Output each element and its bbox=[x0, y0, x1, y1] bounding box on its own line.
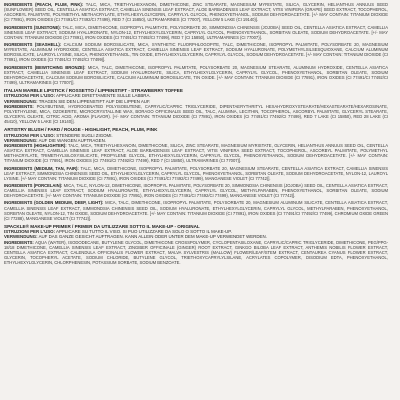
ingredient-heading: INGREDIENTS (PORCELAIN): bbox=[4, 183, 63, 188]
ingredient-list: MICA, TALC, DIMETHICONE, ISOPROPYL PALMITATE, POLYSORBATE 20, MAGNESIUM STEARATE, ALUMINUM HYDROXIDE, CENTELLA ASIATICA EXTRACT, CAMELLIA SINENSIS LEAF EXTRACT, SODIUM HYALURONATE, SILICA, ETHYLHEXYLGLYCERIN, CAPRYLYL GLYCOL, PHENOXYETHANOL, SORBITAN OLEATE, SODIUM DEHYDROACETATE, CALCIUM SODIUM BOROSILICATE, CALCIUM ALUMINUM BOROSILICATE, TIN OXIDE. [+/- MAY CONTAIN: TITANIUM DIOXIDE (CI 77891), IRON OXIDES (CI 77491/CI 77492/CI 77499), ULTRAMARINES (CI 77007)]. bbox=[4, 64, 388, 85]
ingredient-paragraph bbox=[4, 65, 388, 85]
ingredient-heading: INGREDIENTS: bbox=[4, 103, 34, 109]
usage-label: VERWENDUNG: bbox=[4, 98, 38, 104]
ingredient-paragraph bbox=[4, 25, 388, 40]
ingredient-heading: INGREDIENTS (HIGHLIGHTER): bbox=[4, 142, 67, 148]
ingredient-heading: INGREDIENTS (GOLDEN MEDIUM, DEEP, LIGHT): bbox=[4, 200, 104, 206]
ingredient-heading: INGREDIENTS: bbox=[4, 239, 34, 245]
ingredient-list: POLYBUTENE, HYDROGENATED POLYISOBUTENE, CAPRYLIC/CAPRIC TRIGLYCERIDE, DIPENTAERYTHRITYL HEXAHYDROXYSTEARATE/HEXASTEARATE/HEXAROSINATE, POLYETHYLENE, MICA, OZOKERITE, MICROCRYSTALLINE WAX, BORAGO OFFICINALIS SEED OIL, TALC, ALUMINA, LECITHIN, TOCOPHEROL, ASCORBYL PALMITATE, GLYCERYL STEARATE, GLYCERYL OLEATE, CITRIC ACID, AROMA (FLAVOR). [+/- MAY CONTAIN: TITANIUM DIOXIDE (CI 77891), IRON OXIDES (CI 77491/CI 77492/CI 77499), RED 7 LAKE (CI 15850), RED 28 LAKE (CI 45410), YELLOW 5 LAKE (CI 19140)]. bbox=[4, 103, 388, 125]
product-title: SPACKLE® MAKE-UP PRIMER / PRIMER DA UTILIZZARE SOTTO IL MAKE-UP - ORIGINAL bbox=[4, 223, 200, 229]
ingredient-list: TALC, MICA, DIMETHICONE, ISOPROPYL PALMITATE, POLYSORBATE 20, MAGNESIUM STEARATE, CENTELLA ASIATICA EXTRACT, CAMELLIA SINENSIS LEAF EXTRACT, SIMMONDSIA CHINENSIS SEED OIL, ETHYLHEXYLGLYCERIN, CAPRYLYL GLYCOL, PHENOXYETHANOL, SORBITAN OLEATE, SODIUM DEHYDROACETATE, NYLON-12, LAUROYL LYSINE. [+/- MAY CONTAIN: TITANIUM DIOXIDE (CI 77891), IRON OXIDES (CI 77491/CI 77492/CI 77499), MANGANESE VIOLET (CI 77742)]. bbox=[4, 165, 388, 181]
ingredient-heading: INGREDIENTS (SUNSTONE): bbox=[4, 24, 62, 30]
ingredient-paragraph bbox=[4, 143, 388, 163]
usage-label: ISTRUZIONI PER L'USO: bbox=[4, 132, 56, 138]
ingredient-list: TALC, MICA, TRIETHYLHEXANOIN, DIMETHICONE, ZINC STEARATE, MAGNESIUM MYRISTATE, SILICA, GLYCERIN, HELIANTHUS ANNUUS SEED (SUNFLOWER) SEED OIL, CENTELLA ASIATICA EXTRACT, CAMELLIA SINENSIS LEAF EXTRACT, ALOE BARBADENSIS LEAF EXTRACT, VITIS VINIFERA (GRAPE) SEED EXTRACT, TOCOPHEROL, ASCORBYL PALMITATE, POLYMETHYL METHACRYLATE, ETHYLHEXYLGLYCERIN, CAPRYLYL GLYCOL, PHENOXYETHANOL, SODIUM DEHYDROACETATE. [+/- MAY CONTAIN: TITANIUM DIOXIDE (CI 77891), IRON OXIDES (CI 77491/CI 77492/CI 77499), RED 7 (CI 15850), ULTRAMARINES (CI 77007), YELLOW 5 LAKE (CI 19140)]. bbox=[4, 2, 388, 23]
ingredient-paragraph bbox=[4, 42, 388, 62]
ingredient-paragraph bbox=[4, 200, 388, 220]
usage-label: ISTRUZIONI PER L'USO: bbox=[4, 229, 56, 235]
ingredient-list: AQUA (WATER), ISODODECANE, BUTYLENE GLYCOL, DIMETHICONE CROSSPOLYMER, CYCLOPENTASILOXANE, CAPRYLIC/CAPRIC TRIGLYCERIDE, DIMETHICONE, PEG/PPG-18/18 DIMETHICONE, CAMELLIA SINENSIS LEAF EXTRACT, ZINGIBER OFFICINALE (GINGER) ROOT EXTRACT, GINKGO BILOBA LEAF EXTRACT, ANTHEMIS NOBILIS FLOWER EXTRACT, CENTELLA ASIATICA EXTRACT, CALENDULA OFFICINALIS FLOWER EXTRACT, MALVA SYLVESTRIS (MALLOW) FLOWER/LEAF/STEM EXTRACT, CENTAUREA CYANUS FLOWER EXTRACT, GLYCERIN, TOCOPHERYL ACETATE, SODIUM CHLORIDE, BUTYLENE GLYCOL, TRIETHOXYCAPRYLYLSILANE, ACRYLATES COPOLYMER, DISODIUM EDTA, PHENOXYETHANOL, ETHYLHEXYLGLYCERIN, CHLORPHENESIN, POTASSIUM SORBATE, SODIUM BENZOATE. bbox=[4, 239, 388, 266]
product-title: ARTISTRY BLUSH / FARD / ROUGE - HIGHLIGHT, PEACH, PLUM, PINK bbox=[4, 127, 158, 133]
product-title: ITALIAN MARBLE LIPSTICK / ROSSETTO / LIPPENSTIFT - STRAWBERRY TOFFEE bbox=[4, 87, 183, 93]
usage-text: APPLICARE DIRETTAMENTE SULLE LABBRA. bbox=[55, 93, 151, 99]
ingredient-list: MICA, TALC, DIMETHICONE, ISOPROPYL PALMITATE, POLYSORBATE 20, MAGNESIUM ALUMINUM SILICATE, CENTELLA ASIATICA EXTRACT, CAMELLIA SINENSIS LEAF EXTRACT, SIMMONDSIA CHINENSIS SEED OIL, SODIUM HYALURONATE, ETHYLHEXYLGLYCERIN, CAPRYLYL GLYCOL, METHYLPARABEN, PHENOXYETHANOL, SORBITAN OLEATE, NYLON-12, TIN OXIDE, SODIUM DEHYDROACETATE. [+/- MAY CONTAIN: TITANIUM DIOXIDE (CI 77891), IRON OXIDES (CI 77491/CI 77492/CI 77499), CHROMIUM OXIDE GREEN (CI 77288), MANGANESE VIOLET (CI 77742)]. bbox=[4, 200, 388, 221]
ingredient-list: TALC, MICA, TRIETHYLHEXANOIN, DIMETHICONE, SILICA, ZINC STEARATE, MAGNESIUM MYRISTATE, GLYCERIN, HELIANTHUS ANNUUS SEED OIL, CENTELLA ASIATICA EXTRACT, CAMELLIA SINENSIS LEAF EXTRACT, ALOE BARBADENSIS LEAF EXTRACT, VITIS VINIFERA SEED EXTRACT, TOCOPHEROL, ASCORBYL PALMITATE, POLYMETHYL METHACRYLATE, TRIMETHYLSILOXYSILICATE, PROPYLENE GLYCOL, ETHYLHEXYLGLYCERIN, CAPRYLYL GLYCOL, PHENOXYETHANOL, SODIUM DEHYDROACETATE. [+/- MAY CONTAIN: TITANIUM DIOXIDE (CI 77891), IRON OXIDES (CI 77491/CI 77492/CI 77499), RED 7 (CI 15850), ULTRAMARINES (CI 77007)]. bbox=[4, 142, 388, 164]
ingredient-paragraph bbox=[4, 183, 388, 198]
ingredient-heading: INGREDIENTS (MEDIUM, TAN, FAIR): bbox=[4, 165, 79, 171]
usage-label: VERWENDUNG: bbox=[4, 137, 38, 143]
usage-text: APPLICARE SU TUTTO IL VISO. SI PUO UTILIZZARE DA SOLO O SOTTO IL MAKE-UP. bbox=[55, 229, 232, 235]
ingredient-paragraph bbox=[4, 104, 388, 124]
usage-text: AUF DIE WANGEN AUFTRAGEN. bbox=[37, 137, 106, 143]
ingredient-list: TALC, MICA, DIMETHICONE, ISOPROPYL PALMITATE, POLYSORBATE 20, SIMMONDSIA CHINENSIS (JOJOBA) SEED OIL, CENTELLA ASIATICA EXTRACT, CAMELLIA SINENSIS LEAF EXTRACT, SODIUM HYALURONATE, NYLON-12, ETHYLHEXYLGLYCERIN, CAPRYLYL GLYCOL, PHENOXYETHANOL, SORBITAN OLEATE, SODIUM DEHYDROACETATE. [+/- MAY CONTAIN: TITANIUM DIOXIDE (CI 77891), IRON OXIDES (CI 77491/CI 77492/CI 77499), RED 7 (CI 15850), ULTRAMARINES (CI 77007)]. bbox=[4, 24, 389, 40]
usage-label: ISTRUZIONI PER L'USO: bbox=[4, 93, 56, 99]
ingredient-heading: INGREDIENTS (BEWITCHING BRONZE): bbox=[4, 64, 86, 70]
usage-text: AUF DAS GANZE GESICHT AUFTRAGEN. KANN ALLEIN ODER UNTER DEM MAKE-UP VERWENDET WERDEN. bbox=[37, 234, 267, 240]
usage-label: VERWENDUNG: bbox=[4, 234, 38, 240]
ingredient-paragraph bbox=[4, 240, 388, 265]
usage-text: STENDERE SUGLI ZIGOMI. bbox=[55, 132, 113, 138]
ingredient-heading: INGREDIENTS (PEACH, PLUM, PINK): bbox=[4, 2, 84, 7]
ingredient-heading: INGREDIENTS (SEASHELL): bbox=[4, 42, 62, 48]
ingredient-paragraph bbox=[4, 166, 388, 181]
ingredient-paragraph bbox=[4, 2, 388, 22]
ingredient-list: CALCIUM SODIUM BOROSILICATE, MICA, SYNTHETIC FLUORPHLOGOPITE, TALC, DIMETHICONE, ISOPROPYL PALMITATE, POLYSORBATE 20, MAGNESIUM MYRISTATE, ALUMINUM HYDROXIDE, CENTELLA ASIATICA EXTRACT, CAMELLIA SINENSIS LEAF EXTRACT, SODIUM HYALURONATE, POLYMETHYLSILSESQUIOXANE, CALCIUM ALUMINUM BOROSILICATE, LAUROYL LYSINE, SILICA, PHENOXYETHANOL, TIN OXIDE, ETHYLHEXYLGLYCERIN, CAPRYLYL GLYCOL, SODIUM DEHYDROACETATE. [+/- MAY CONTAIN: TITANIUM DIOXIDE (CI 77891), IRON OXIDES (CI 77491/CI 77492/CI 77499)]. bbox=[4, 42, 388, 63]
ingredient-list: MICA, TALC, NYLON-12, DIMETHICONE, ISOPROPYL PALMITATE, POLYSORBATE 20, SIMMONDSIA CHINENSIS (JOJOBA) SEED OIL, CENTELLA ASIATICA EXTRACT, CAMELLIA SINENSIS LEAF EXTRACT, SODIUM HYALURONATE, ETHYLHEXYLGLYCERIN, CAPRYLYL GLYCOL, METHYLPARABEN, PHENOXYETHANOL, SORBITAN OLEATE, SODIUM DEHYDROACETATE. [+/- MAY CONTAIN: TITANIUM DIOXIDE (CI 77891), IRON OXIDES (CI 77491/CI 77492/CI 77499), MANGANESE VIOLET (CI 77742)]. bbox=[4, 183, 388, 199]
usage-text: TRAGEN SIE DEN LIPPENSTIFT AUF DIE LIPPEN AUF. bbox=[37, 98, 151, 104]
